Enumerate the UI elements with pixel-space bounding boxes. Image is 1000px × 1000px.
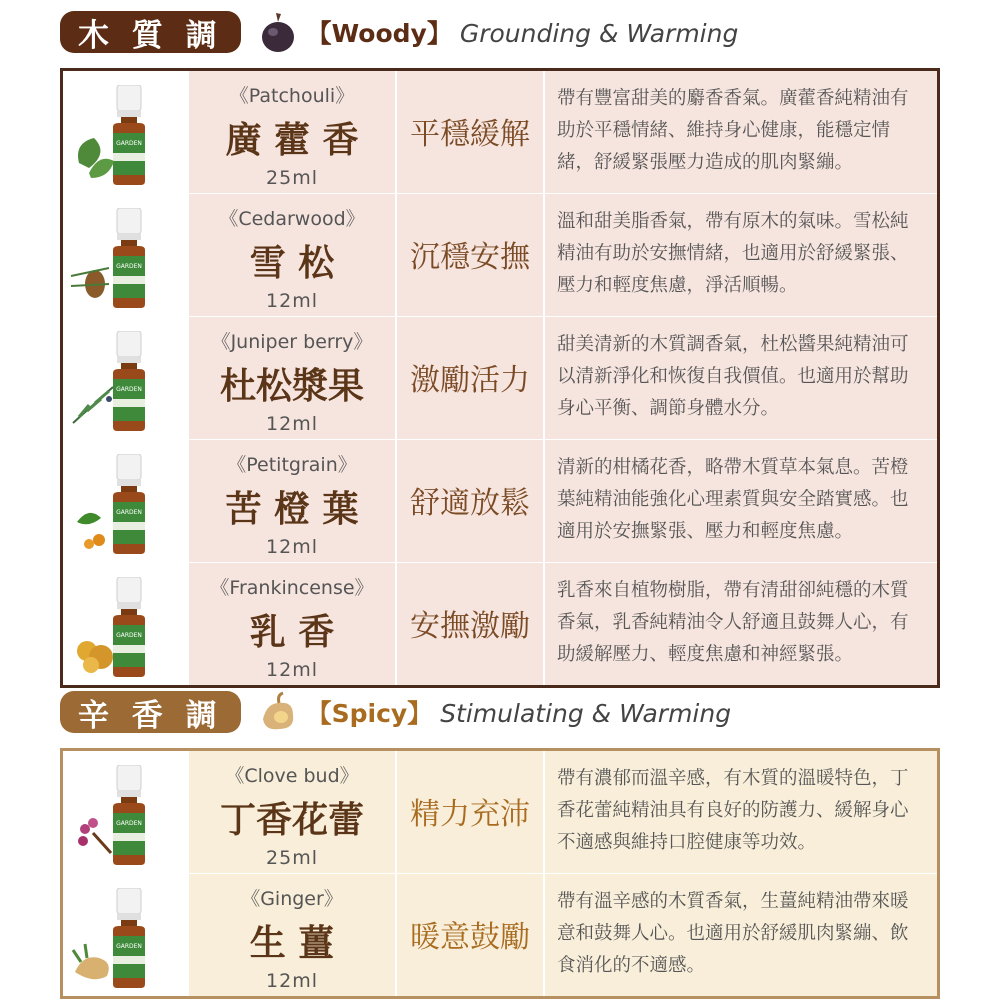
- oil-description: 帶有溫辛感的木質香氣，生薑純精油帶來暖意和鼓舞人心。也適用於舒緩肌肉緊繃、飲食消化的不適感。: [557, 891, 909, 976]
- oil-row: [63, 874, 937, 996]
- oil-chinese-name: 廣 藿 香: [225, 119, 359, 161]
- oil-name-cell: [189, 71, 395, 193]
- oil-english-name: 《Petitgrain》: [227, 454, 357, 476]
- oil-effect-cell: [397, 194, 543, 316]
- svg-text:GARDEN: GARDEN: [116, 943, 142, 950]
- oil-name-cell: [189, 440, 395, 562]
- resin-icon: [69, 615, 119, 675]
- oil-effect: 沉穩安撫: [410, 240, 530, 275]
- oil-effect-cell: [397, 563, 543, 685]
- oil-effect: 安撫激勵: [410, 609, 530, 644]
- oil-effect: 激勵活力: [410, 363, 530, 398]
- oil-name-cell: [189, 317, 395, 439]
- spicy-title: [307, 694, 732, 730]
- oil-chinese-name: 雪 松: [249, 242, 335, 284]
- spicy-header: [60, 690, 731, 734]
- juniper-branch-icon: [69, 369, 119, 429]
- oil-effect-cell: [397, 874, 543, 996]
- svg-text:GARDEN: GARDEN: [116, 509, 142, 516]
- svg-text:GARDEN: GARDEN: [116, 140, 142, 147]
- oil-effect: 精力充沛: [410, 797, 530, 832]
- oil-effect: 舒適放鬆: [410, 486, 530, 521]
- woody-tag: 【Woody】: [306, 19, 452, 48]
- oil-chinese-name: 杜松漿果: [219, 365, 364, 407]
- product-image: [63, 563, 187, 685]
- oil-english-name: 《Cedarwood》: [219, 208, 365, 230]
- oil-volume: 25ml: [266, 167, 318, 189]
- nut-icon: [255, 9, 301, 55]
- svg-text:GARDEN: GARDEN: [116, 820, 142, 827]
- oil-description: 溫和甜美脂香氣，帶有原木的氣味。雪松純精油有助於安撫情緒，也適用於舒緩緊張、壓力和輕度焦慮，淨活順暢。: [557, 211, 909, 296]
- spicy-badge: 辛 香 調: [60, 691, 241, 733]
- oil-row: [63, 317, 937, 440]
- oil-description-cell: [545, 751, 937, 873]
- spicy-tag: 【Spicy】: [306, 699, 433, 728]
- oil-row: [63, 563, 937, 685]
- pine-cone-icon: [69, 246, 119, 306]
- oil-description: 帶有濃郁而溫辛感，有木質的溫暖特色，丁香花蕾純精油具有良好的防護力、緩解身心不適感與維持口腔健康等功效。: [557, 768, 909, 853]
- oil-description: 帶有豐富甜美的麝香香氣。廣藿香純精油有助於平穩情緒、維持身心健康，能穩定情緒，舒緩緊張壓力造成的肌肉緊繃。: [557, 88, 909, 173]
- spicy-table: [60, 748, 940, 999]
- oil-row: [63, 440, 937, 563]
- oil-description: 清新的柑橘花香，略帶木質草本氣息。苦橙葉純精油能強化心理素質與安全踏實感。也適用於安撫緊張、壓力和輕度焦慮。: [557, 457, 909, 542]
- product-image: [63, 194, 187, 316]
- oil-description-cell: [545, 317, 937, 439]
- product-image: [63, 440, 187, 562]
- spicy-subtitle: Stimulating & Warming: [440, 699, 732, 728]
- oil-effect: 暖意鼓勵: [410, 920, 530, 955]
- oil-description-cell: [545, 71, 937, 193]
- oil-description: 甜美清新的木質調香氣，杜松醬果純精油可以清新淨化和恢復自我價值。也適用於幫助身心平衡、調節身體水分。: [557, 334, 909, 419]
- ginger-root-icon: [69, 926, 119, 986]
- clove-flower-icon: [69, 803, 119, 863]
- oil-row: [63, 194, 937, 317]
- oil-name-cell: [189, 751, 395, 873]
- oil-volume: 12ml: [266, 413, 318, 435]
- oil-name-cell: [189, 194, 395, 316]
- oil-row: [63, 751, 937, 874]
- oil-chinese-name: 乳 香: [249, 611, 335, 653]
- oil-english-name: 《Patchouli》: [229, 85, 355, 107]
- oil-volume: 12ml: [266, 536, 318, 558]
- ginger-icon: [255, 689, 301, 735]
- oil-volume: 12ml: [266, 970, 318, 992]
- oil-chinese-name: 苦 橙 葉: [225, 488, 359, 530]
- oil-effect-cell: [397, 751, 543, 873]
- oil-description: 乳香來自植物樹脂，帶有清甜卻純穩的木質香氣，乳香純精油令人舒適且鼓舞人心，有助緩解壓力、輕度焦慮和神經緊張。: [557, 580, 909, 665]
- patchouli-leaf-icon: [69, 123, 119, 183]
- oil-effect-cell: [397, 440, 543, 562]
- oil-description-cell: [545, 440, 937, 562]
- oil-volume: 12ml: [266, 659, 318, 681]
- oil-chinese-name: 生 薑: [249, 922, 335, 964]
- oil-effect: 平穩緩解: [410, 117, 530, 152]
- oil-name-cell: [189, 563, 395, 685]
- oil-english-name: 《Frankincense》: [210, 577, 374, 599]
- oil-effect-cell: [397, 317, 543, 439]
- product-image: [63, 874, 187, 996]
- oil-effect-cell: [397, 71, 543, 193]
- oil-name-cell: [189, 874, 395, 996]
- oil-english-name: 《Ginger》: [241, 888, 343, 910]
- woody-badge: 木 質 調: [60, 11, 241, 53]
- product-image: [63, 751, 187, 873]
- oil-english-name: 《Juniper berry》: [211, 331, 373, 353]
- svg-text:GARDEN: GARDEN: [116, 632, 142, 639]
- woody-subtitle: Grounding & Warming: [459, 19, 739, 48]
- oil-volume: 25ml: [266, 847, 318, 869]
- woody-title: [307, 14, 739, 50]
- oil-english-name: 《Clove bud》: [225, 765, 359, 787]
- svg-text:GARDEN: GARDEN: [116, 386, 142, 393]
- woody-table: [60, 68, 940, 688]
- oil-description-cell: [545, 874, 937, 996]
- woody-header: [60, 10, 738, 54]
- product-image: [63, 317, 187, 439]
- oil-row: [63, 71, 937, 194]
- oil-chinese-name: 丁香花蕾: [219, 799, 364, 841]
- oil-description-cell: [545, 563, 937, 685]
- oil-volume: 12ml: [266, 290, 318, 312]
- svg-text:GARDEN: GARDEN: [116, 263, 142, 270]
- oil-description-cell: [545, 194, 937, 316]
- product-image: [63, 71, 187, 193]
- orange-leaf-icon: [69, 492, 119, 552]
